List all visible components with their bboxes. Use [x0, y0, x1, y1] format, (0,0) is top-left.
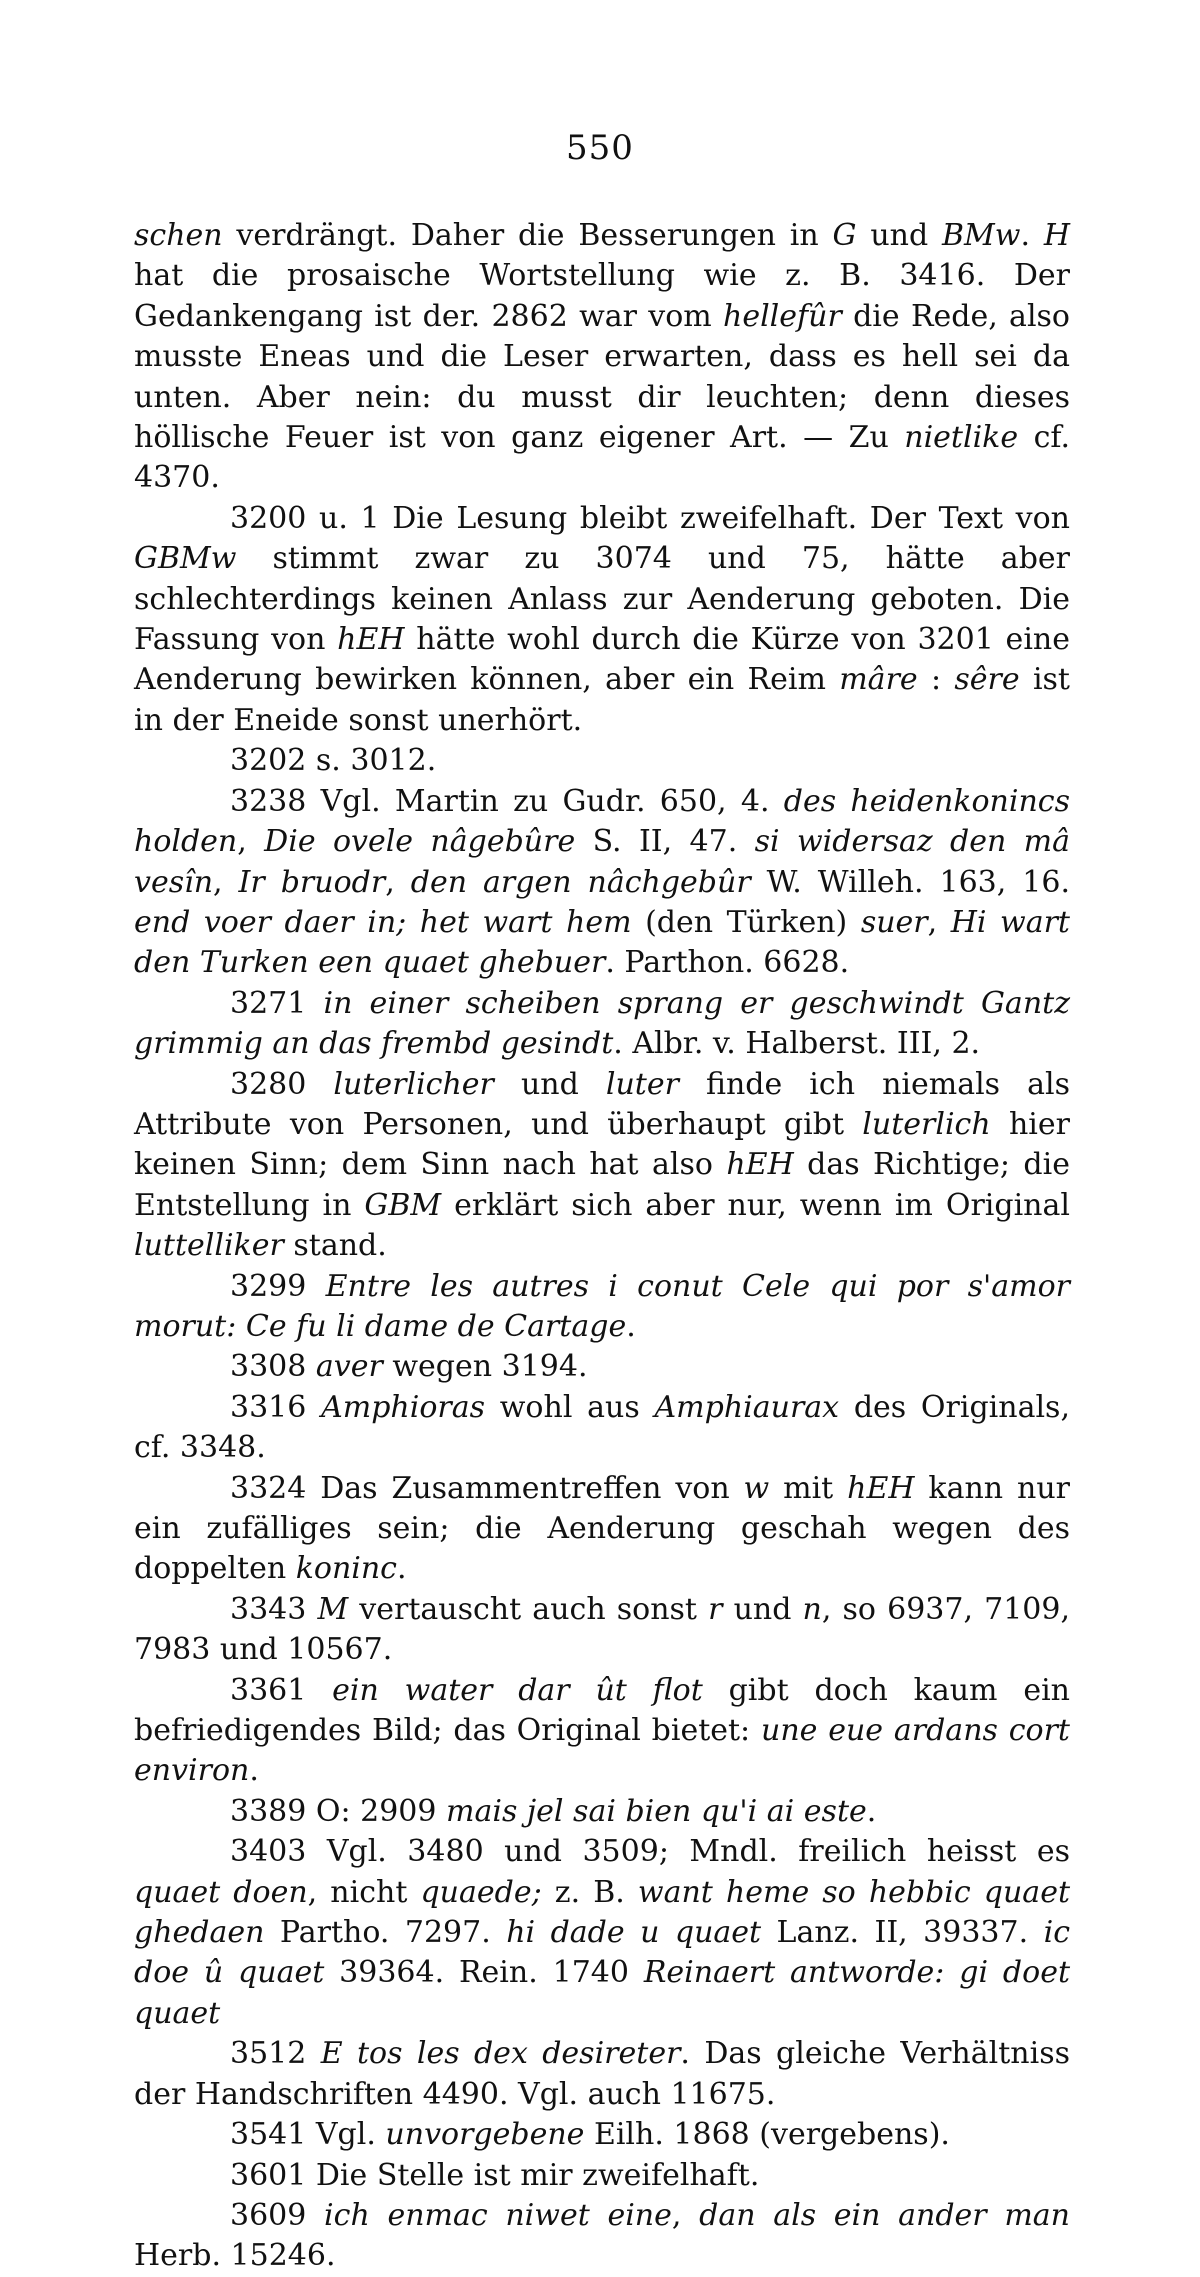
paragraph: 3609 ich enmac niwet eine, dan als ein ander man Herb. 15246.: [134, 2197, 1070, 2274]
commentary-text: [134, 216, 1070, 2277]
paragraph: 3389 O: 2909 mais jel sai bien qu'i ai este.: [230, 1793, 877, 1829]
paragraph: 3308 aver wegen 3194.: [230, 1349, 588, 1385]
paragraph: schen verdrängt. Daher die Besserungen in G und BMw. H hat die prosaische Wortstellung wie z. B. 3416. Der Gedankengang ist der. 2862 war vom hellefûr die Rede, also musste Eneas und die Leser erwarten, dass es hell sei da unten. Aber nein: du musst dir leuchten; denn dieses höllische Feuer ist von ganz eigener Art. — Zu nietlike cf. 4370.: [134, 218, 1070, 496]
paragraph: 3316 Amphioras wohl aus Amphiaurax des Originals, cf. 3348.: [134, 1389, 1070, 1466]
paragraph: 3343 M vertauscht auch sonst r und n, so 6937, 7109, 7983 und 10567.: [134, 1591, 1070, 1668]
paragraph: 3403 Vgl. 3480 und 3509; Mndl. freilich heisst es quaet doen, nicht quaede; z. B. want heme so hebbic quaet ghedaen Partho. 7297. hi dade u quaet Lanz. II, 39337. ic doe û quaet 39364. Rein. 1740 Reinaert antworde: gi doet quaet: [134, 1834, 1071, 2031]
paragraph: 3512 E tos les dex desireter. Das gleiche Verhältniss der Handschriften 4490. Vgl. auch 11675.: [134, 2036, 1070, 2112]
page-number: 550: [566, 128, 634, 168]
paragraph: 3601 Die Stelle ist mir zweifelhaft.: [230, 2157, 760, 2193]
paragraph: 3299 Entre les autres i conut Cele qui por s'amor morut: Ce fu li dame de Cartage.: [134, 1268, 1070, 1344]
paragraph: 3361 ein water dar ût flot gibt doch kaum ein befriedigendes Bild; das Original bietet: une eue ardans cort environ.: [134, 1672, 1070, 1789]
paragraph: 3541 Vgl. unvorgebene Eilh. 1868 (vergebens).: [230, 2117, 950, 2153]
paragraph: 3324 Das Zusammentreffen von w mit hEH kann nur ein zufälliges sein; die Aenderung geschah wegen des doppelten koninc.: [134, 1470, 1070, 1587]
paragraph: 3200 u. 1 Die Lesung bleibt zweifelhaft. Der Text von GBMw stimmt zwar zu 3074 und 75, hätte aber schlechterdings keinen Anlass zur Aenderung geboten. Die Fassung von hEH hätte wohl durch die Kürze von 3201 eine Aenderung bewirken können, aber ein Reim mâre : sêre ist in der Eneide sonst unerhört.: [134, 500, 1070, 738]
paragraph: 3238 Vgl. Martin zu Gudr. 650, 4. des heidenkonincs holden, Die ovele nâgebûre S. II, 47. si widersaz den mâ vesîn, Ir bruodr, den argen nâchgebûr W. Willeh. 163, 16. end voer daer in; het wart hem (den Türken) suer, Hi wart den Turken een quaet ghebuer. Parthon. 6628.: [134, 783, 1071, 981]
paragraph: 3280 luterlicher und luter finde ich niemals als Attribute von Personen, und überhaupt gibt luterlich hier keinen Sinn; dem Sinn nach hat also hEH das Richtige; die Entstellung in GBM erklärt sich aber nur, wenn im Original luttelliker stand.: [134, 1066, 1070, 1264]
paragraph: 3202 s. 3012.: [230, 743, 437, 779]
paragraph: 3271 in einer scheiben sprang er geschwindt Gantz grimmig an das frembd gesindt. Albr. v. Halberst. III, 2.: [134, 985, 1070, 1062]
